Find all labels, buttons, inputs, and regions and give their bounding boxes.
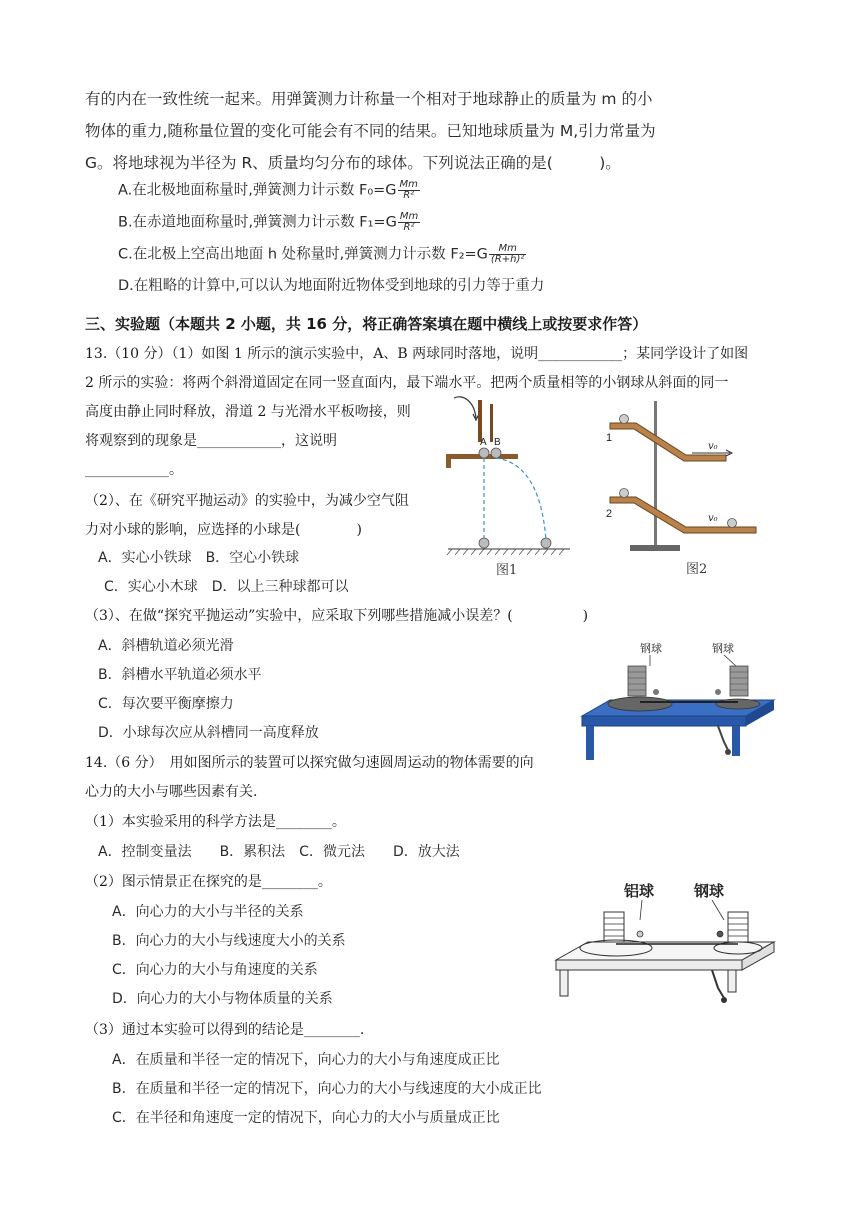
q12-line-1: 有的内在一致性统一起来。用弹簧测力计称量一个相对于地球静止的质量为 m 的小 (85, 90, 653, 108)
fig4-ball-right (717, 931, 723, 937)
frac-numerator: Mm (399, 179, 418, 190)
label-pointer-2 (724, 655, 736, 666)
q12-option-c-text: C.在北极上空高出地面 h 处称量时,弹簧测力计示数 F₂=G (118, 246, 488, 263)
fig4-leg-right (728, 970, 736, 992)
q12-option-c-fraction (489, 244, 526, 265)
ball-b (491, 448, 501, 458)
table-leg-right (732, 726, 740, 756)
q14-part2-option-c[interactable]: C．向心力的大小与角速度的关系 (112, 962, 318, 978)
figure-4-apparatus (552, 876, 778, 1016)
fig4-leg-left (560, 970, 568, 996)
label-b: B (494, 437, 501, 448)
table-leg-left (586, 726, 594, 760)
frac-denominator: R² (403, 222, 415, 233)
fig4-crank-knob (721, 997, 727, 1003)
q14-part3-question: （3）通过本实验可以得到的结论是________. (85, 1022, 365, 1038)
q12-option-a-text: A.在北极地面称量时,弹簧测力计示数 F₀=G (118, 182, 397, 199)
stand-post-right (490, 404, 493, 442)
fig4-crank-handle (712, 970, 724, 998)
q12-line-2: 物体的重力,随称量位置的变化可能会有不同的结果。已知地球质量为 M,引力常量为 (85, 122, 656, 140)
q12-line-3: G。将地球视为半径为 R、质量均匀分布的球体。下列说法正确的是( )。 (85, 154, 621, 172)
slide-2-ball (620, 489, 629, 498)
figure-1-diagram (440, 390, 580, 585)
q14-line-1: 14.（6 分） 用如图所示的装置可以探究做匀速圆周运动的物体需要的向 (85, 755, 534, 771)
frac-numerator: Mm (399, 211, 419, 222)
q14-part3-option-c[interactable]: C．在半径和角速度一定的情况下，向心力的大小与质量成正比 (112, 1110, 500, 1126)
q12-option-a[interactable] (118, 180, 420, 201)
slide-1-label: 1 (606, 432, 613, 444)
q14-part2-option-d[interactable]: D．向心力的大小与物体质量的关系 (112, 991, 333, 1007)
q14-part2-option-a[interactable]: A．向心力的大小与半径的关系 (112, 904, 304, 920)
q14-part2-option-b[interactable]: B．向心力的大小与线速度大小的关系 (112, 933, 346, 949)
q13-part3-option-b[interactable]: B．斜槽水平轨道必须水平 (98, 667, 262, 683)
crank-knob (725, 749, 731, 755)
figure-1-caption: 图1 (496, 563, 518, 578)
slide-2 (610, 497, 756, 533)
frac-numerator: Mm (489, 244, 526, 255)
stand-post-left (478, 400, 482, 442)
fig4-tower-right (728, 912, 748, 942)
disc-left (608, 697, 672, 711)
q13-part3-question: （3）、在做“探究平抛运动”实验中，应采取下列哪些措施减小误差？( ) (85, 608, 589, 624)
ball-a (479, 448, 489, 458)
q12-option-b[interactable] (118, 212, 420, 233)
fig4-label-steel-ball: 钢球 (694, 882, 725, 900)
q13-line-3: 高度由静止同时释放，滑道 2 与光滑水平板吻接，则 (85, 404, 411, 420)
fig4-tower-left (604, 912, 624, 942)
q13-line-1: 13.（10 分）（1）如图 1 所示的演示实验中，A、B 两球同时落地，说明____________；某同学设计了如图 (85, 346, 749, 362)
ground-hatch (447, 549, 564, 555)
fig4-table-front (556, 960, 742, 970)
q13-line-4: 将观察到的现象是____________，这说明 (85, 433, 337, 449)
fig4-pointer-1 (640, 900, 642, 920)
crank-handle (718, 726, 728, 750)
q12-option-a-fraction (398, 180, 420, 201)
q13-part2-line-2: 力对小球的影响，应选择的小球是( ) (85, 522, 362, 538)
v0-label-1: v₀ (708, 441, 718, 452)
q14-part1-question: （1）本实验采用的科学方法是________。 (85, 814, 346, 830)
hammer-arc (454, 397, 476, 418)
q14-part2-question: （2）图示情景正在探究的是________。 (85, 874, 332, 890)
q13-part2-options-ab[interactable]: A．实心小铁球 B．空心小铁球 (98, 550, 300, 566)
figure-3-apparatus (578, 638, 778, 776)
disc-right (716, 699, 760, 709)
q12-option-d[interactable]: D.在粗略的计算中,可以认为地面附近物体受到地球的引力等于重力 (118, 278, 545, 294)
table-front (582, 716, 746, 726)
slide-1-ball (620, 415, 629, 424)
fig3-label-steel-ball-2: 钢球 (712, 642, 734, 655)
q12-option-b-fraction (398, 212, 420, 233)
q12-option-b-text: B.在赤道地面称量时,弹簧测力计示数 F₁=G (118, 214, 397, 231)
platform-leg (446, 454, 451, 468)
tower-right (730, 666, 748, 696)
frac-denominator: (R+h)² (490, 254, 525, 265)
fig3-label-steel-ball-1: 钢球 (640, 642, 662, 655)
q14-line-2: 心力的大小与哪些因素有关. (85, 784, 258, 800)
q14-part3-option-b[interactable]: B．在质量和半径一定的情况下，向心力的大小与线速度的大小成正比 (112, 1081, 542, 1097)
label-a: A (480, 437, 487, 448)
q12-option-c[interactable] (118, 244, 526, 265)
fig4-label-aluminum-ball: 铝球 (624, 882, 655, 900)
q14-part1-options[interactable]: A．控制变量法 B．累积法 C．微元法 D．放大法 (98, 844, 460, 860)
q13-part3-option-a[interactable]: A．斜槽轨道必须光滑 (98, 638, 234, 654)
q13-line-2: 2 所示的实验：将两个斜滑道固定在同一竖直面内，最下端水平。把两个质量相等的小钢球从斜面的同一 (85, 375, 729, 391)
q13-part2-options-cd[interactable]: C．实心小木球 D．以上三种球都可以 (104, 579, 349, 595)
fig4-pointer-2 (712, 900, 724, 920)
parabolic-path (496, 458, 546, 540)
figure-2-caption: 图2 (686, 562, 708, 577)
figure-2-diagram (596, 395, 786, 585)
slide-2-label: 2 (606, 508, 613, 520)
q13-part3-option-c[interactable]: C．每次要平衡摩擦力 (98, 696, 234, 712)
ball-right (715, 689, 721, 695)
frac-denominator: R² (403, 190, 415, 201)
ball-left (653, 689, 659, 695)
fig4-ball-left (637, 931, 643, 937)
ball-a-landed (479, 538, 489, 548)
q13-part2-line-1: （2）、在《研究平抛运动》的实验中，为减少空气阻 (85, 493, 409, 509)
q13-part3-option-d[interactable]: D．小球每次应从斜槽同一高度释放 (98, 725, 319, 741)
q14-part3-option-a[interactable]: A．在质量和半径一定的情况下，向心力的大小与角速度成正比 (112, 1052, 500, 1068)
section-title: 三、实验题（本题共 2 小题，共 16 分，将正确答案填在题中横线上或按要求作答） (85, 315, 648, 333)
q13-line-5: ____________。 (85, 462, 183, 478)
ball-b-landed (541, 538, 551, 548)
stand-rod (654, 401, 657, 549)
slide-2-ball-2 (728, 519, 737, 528)
stand-base (630, 545, 680, 551)
tower-left (628, 666, 646, 696)
v0-label-2: v₀ (708, 513, 718, 524)
